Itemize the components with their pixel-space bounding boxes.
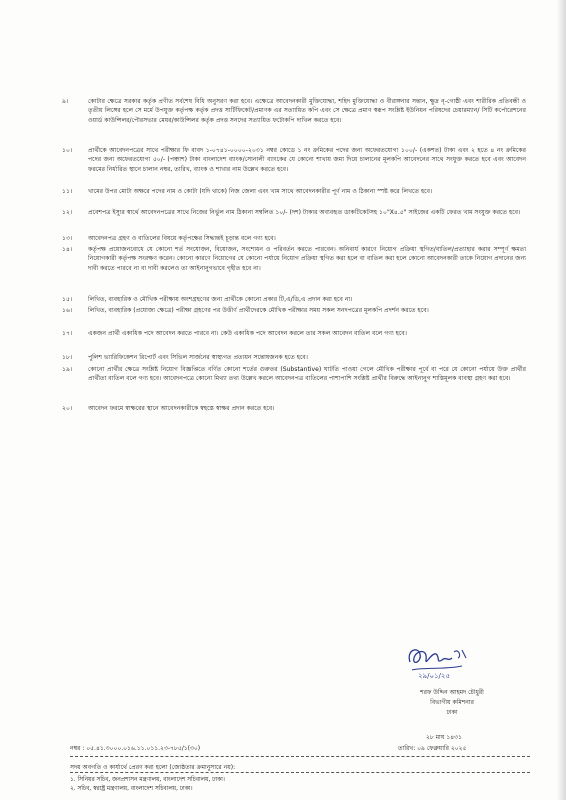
- page-edge-shadow: [556, 0, 566, 800]
- clause-number: ১৩।: [62, 235, 73, 242]
- clause-number: ১১।: [62, 188, 73, 195]
- cc-heading: সদয় অবগতি ও কার্যার্থে প্রেরণ করা হলো (জ্যেষ্ঠতার ক্রমানুসারে নয়):: [70, 764, 236, 771]
- clause-text: খামের উপর মোটা অক্ষরে পদের নাম ও কোটা (যদি থাকে) নিজ জেলা এবং খাম সাথে আবেদনকারীর পূর্ণ নাম ও ঠিকানা স্পষ্ট করে লিখতে হবে।: [88, 188, 433, 195]
- cc-item: ২. সচিব, স্বরাষ্ট্র মন্ত্রণালয়, বাংলাদেশ সচিবালয়, ঢাকা।: [70, 786, 193, 793]
- memo-number: নম্বর : ০৫.৪১.৩০০০.০১৬.১১.০১১.২৩-৭৮৫/১(৩০): [70, 745, 201, 752]
- clause-number: ১৭।: [62, 330, 73, 337]
- clause-number: ৯।: [62, 98, 69, 105]
- clause-text: পুলিশ ভ্যারিফিকেশন রিপোর্ট এবং সিভিল সার্জনের স্বাস্থ্যগত প্রত্যয়ন সন্তোষজনক হতে হবে।: [88, 354, 308, 361]
- signatory-designation: বিভাগীয় কমিশনার: [430, 699, 474, 706]
- cc-item: ১. সিনিয়র সচিব, জনপ্রশাসন মন্ত্রণালয়, বাংলাদেশ সচিবালয়, ঢাকা।: [70, 777, 225, 783]
- date-block: [398, 732, 466, 754]
- clause-number: ১৪।: [62, 246, 73, 253]
- divider-bottom: [70, 772, 530, 773]
- clause-text: লিখিত, ব্যবহারিক ও মৌখিক পরীক্ষায় অংশগ্রহণের জন্য প্রার্থীকে কোনো প্রকার টি,এ/ডি,এ প্রদান করা হবে না।: [88, 296, 353, 303]
- date-english: ০৯ ফেব্রুয়ারি ২০২৫: [417, 745, 467, 752]
- clause-number: ১৯।: [62, 366, 73, 373]
- handwritten-signature: [362, 640, 492, 680]
- clause-text: লিখিত, ব্যবহারিক (প্রযোজ্য ক্ষেত্রে) পরীক্ষা গ্রহণের পর উত্তীর্ণ প্রার্থীদেরকে মৌখিক পরীক্ষার সময় সকল সনদপত্রের মূলকপি প্রদর্শন করতে হবে।: [88, 307, 429, 314]
- date-bangla: ২৮ মাঘ ১৪৩১: [426, 734, 462, 741]
- cc-list: [70, 776, 530, 794]
- clause-text: কর্তৃপক্ষ প্রয়োজনবোধে যে কোনো শর্ত সংযোজন, বিয়োজন, সংশোধন ও পরিবর্তন করতে পারবেন। অনিবার্য কারণে নিয়োগ প্রক্রিয়া স্থগিত/বাতিল/প্রত্যাহার করার সম্পূর্ণ ক্ষমতা নিয়োগকারী কর্তৃপক্ষ সংরক্ষণ করেন। কোনো কারণে নিয়োগের যে কোনো পর্যায়ে নিয়োগ প্রক্রিয়া স্থগিত করা হলে বা বাতিল করা হলে কোনো আবেদনকারী তাকে নিয়োগ প্রদানের জন্য দাবী করতে পারবে না বা দাবী করলেও তা আইনানুগভাবে গৃহীত হবে না।: [88, 246, 526, 272]
- svg-text:২৯/০১/২৫: ২৯/০১/২৫: [418, 672, 450, 680]
- clause-text: কোনো প্রার্থীর ক্ষেত্রে সংশ্লিষ্ট নিয়োগ বিজ্ঞপ্তিতে বর্ণিত কোনো শর্তের গুরুতর (Substantive) ঘাটতি পাওয়া গেলে মৌখিক পরীক্ষার পূর্বে বা পরে যে কোনো পর্যায়ে উক্ত প্রার্থীর প্রার্থীতা বাতিল বলে গণ্য হবে। আবেদনপত্রে কোনো মিথ্যা তথ্য উল্লেখ করলে আবেদনপত্র বাতিলের পাশাপাশি সংশ্লিষ্ট প্রার্থীর বিরুদ্ধে আইনানুগ শাস্তিমূলক ব্যবস্থা গ্রহণ করা হবে।: [88, 366, 526, 383]
- signatory-place: ঢাকা: [446, 709, 458, 716]
- clause-text: আবেদন ফরমে স্বাক্ষরের স্থানে আবেদনকারীকে স্বহস্তে স্বাক্ষর প্রদান করতে হবে।: [88, 405, 275, 412]
- clause-number: ১০।: [62, 147, 73, 154]
- signature-block: [392, 688, 512, 718]
- date-label: তারিখ:: [398, 745, 416, 752]
- clause-number: ১২।: [62, 209, 73, 216]
- clause-number: ১৬।: [62, 307, 73, 314]
- clause-number: ১৫।: [62, 296, 73, 303]
- clause-text: আবেদনপত্র গ্রহণ ও বাতিলের বিষয়ে কর্তৃপক্ষের সিদ্ধান্তই চূড়ান্ত বলে গণ্য হবে।: [88, 235, 276, 242]
- divider-top: [70, 756, 530, 757]
- clause-text: প্রবেশপত্র ইস্যুর স্বার্থে আবেদনপত্রের সাথে নিজের নির্ভুল নাম ঠিকানা সম্বলিত ১০/- (দশ) টাকার অব্যবহৃত ডাকটিকেটসহ ১০"X৪.৫" সাইজের একটি ফেরত খাম সংযুক্ত করতে হবে।: [88, 209, 521, 216]
- signatory-name: শরফ উদ্দিন আহমদ চৌধুরী: [420, 689, 484, 696]
- clause-text: কোটার ক্ষেত্রে সরকার কর্তৃক প্রণীত সর্বশেষ বিধি অনুসরণ করা হবে। এক্ষেত্রে আবেদনকারী মুক্তিযোদ্ধা, শহিদ মুক্তিযোদ্ধা ও বীরাঙ্গনার সন্তান, ক্ষুদ্র নৃ-গোষ্ঠী এবং শারীরিক প্রতিবন্ধী ও তৃতীয় লিঙ্গের হলে সে মর্মে উপযুক্ত কর্তৃপক্ষ কর্তৃক প্রদত্ত সার্টিফিকেট/প্রমাণক এর সত্যায়িত কপি এবং সে ক্ষেত্রে প্রমাণ স্বরূপ সংশ্লিষ্ট ইউনিয়ন পরিষদের চেয়ারম্যান/ সিটি কর্পোরেশনের ওয়ার্ড কাউন্সিলর/পৌরসভার মেয়র/কাউন্সিলর কর্তৃক প্রদত্ত সনদের সত্যায়িত ফটোকপি দাখিল করতে হবে।: [88, 98, 526, 124]
- clause-text: প্রার্থীকে আবেদনপত্রের সাথে পরীক্ষার ফি বাবদ ১-০৭৪১-০০০০-২০৩১ নম্বর কোডে ১ নং ক্রমিকের পদের জন্য অফেরতযোগ্য ১০০/- (একশত) টাকা এবং ২ হতে ৪ নং ক্রমিকের পদের জন্য অফেরতযোগ্য ৫০/- (পঞ্চাশ) টাকা বাংলাদেশ ব্যাংক/সোনালী ব্যাংকের যে কোনো শাখায় জমা দিয়ে চালানের মূলকপি আবেদনের সাথে সংযুক্ত করতে হবে এবং আবেদন ফরমের নির্ধারিত স্থানে চালান নম্বর, তারিখ, ব্যাংক ও শাখার নাম উল্লেখ করতে হবে।: [88, 147, 526, 173]
- clause-text: একজন প্রার্থী একাধিক পদে আবেদন করতে পারবে না। কেউ একাধিক পদে আবেদন করলে তার সকল আবেদন বাতিল বলে গণ্য হবে।: [88, 330, 407, 337]
- clause-number: ১৮।: [62, 354, 73, 361]
- clause-number: ২০।: [62, 405, 73, 412]
